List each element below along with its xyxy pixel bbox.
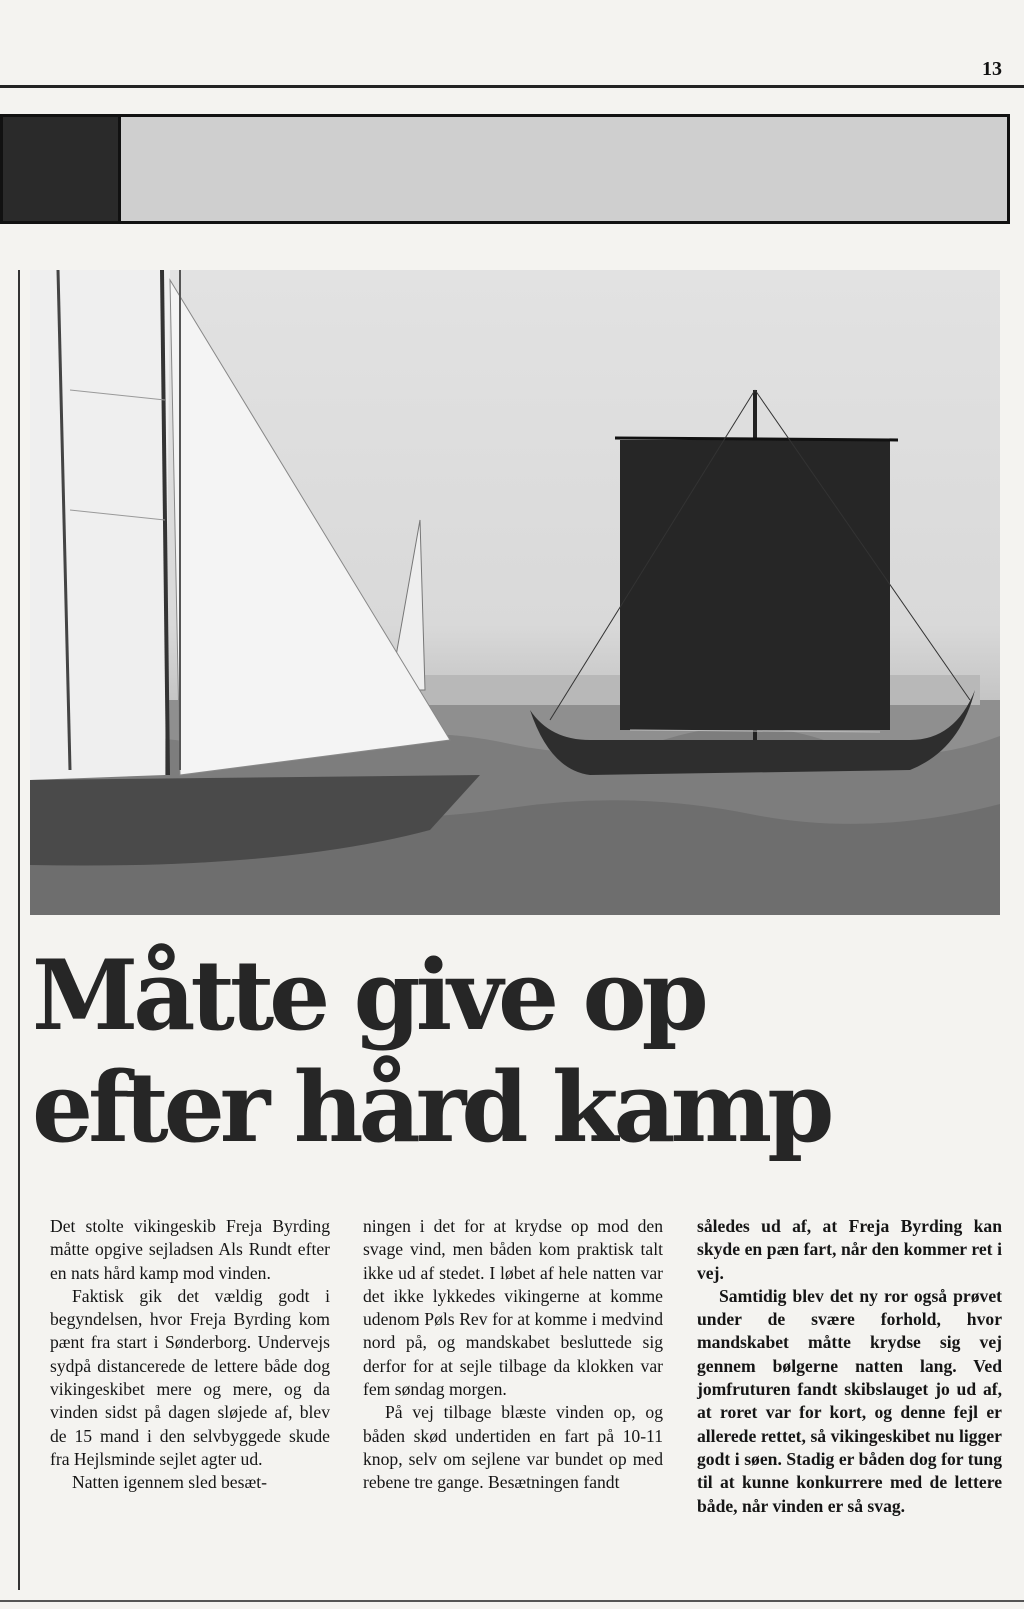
sailing-ships-photo-icon	[30, 270, 1000, 915]
headline-line-1: Måtte give op	[32, 939, 704, 1052]
paragraph: Samtidig blev det ny ror også prøvet under de svære forhold, hvor mandskabet måtte krydse sig vej gennem bølgerne natten lang. Ved jomfruturen fandt skibslauget jo ud af, at roret var for kort, og denne fejl er allerede rettet, så vikingeskibet nu ligger godt i søen. Stadig er båden dog for tung til at kunne konkurrere med de lettere både, når vinden er så svag.	[697, 1285, 1002, 1516]
headline-line-2: efter hård kamp	[32, 1051, 830, 1164]
body-column-2	[363, 1215, 663, 1495]
left-column-rule	[18, 270, 20, 1590]
paragraph: På vej tilbage blæste vinden op, og båden skød undertiden en fart på 10-11 knop, selv om sejlene var bundet op med rebene tre gange. Besætningen fandt	[363, 1402, 663, 1493]
paragraph: Natten igennem sled besæt-	[72, 1472, 267, 1493]
headline	[32, 940, 1012, 1164]
body-column-1	[50, 1215, 330, 1495]
banner-dark-block	[3, 117, 118, 221]
section-banner	[0, 114, 1010, 224]
banner-divider	[118, 117, 121, 221]
paragraph: således ud af, at Freja Byrding kan skyde en pæn fart, når den kommer ret i vej.	[697, 1216, 1002, 1283]
top-rule	[0, 85, 1024, 88]
page-number: 13	[982, 58, 1002, 80]
paragraph: Det stolte vikingeskib Freja Byrding måtte opgive sejladsen Als Rundt efter en nats hård kamp mod vinden.	[50, 1216, 330, 1283]
body-column-3	[697, 1215, 1002, 1518]
paragraph: ningen i det for at krydse op mod den svage vind, men båden kom praktisk talt ikke ud af stedet. I løbet af hele natten var det ikke lykkedes vikingerne at komme udenom Pøls Rev for at komme i medvind nord på, og mandskabet besluttede sig derfor for at sejle tilbage da klokken var fem søndag morgen.	[363, 1216, 663, 1400]
paragraph: Faktisk gik det vældig godt i begyndelsen, hvor Freja Byrding kom pænt fra start i Sønderborg. Undervejs sydpå distancerede de lettere både dog vikingeskibet mere og mere, og da vinden sidst på dagen sløjede af, blev de 15 mand i den selvbyggede skude fra Hejlsminde sejlet agter ud.	[50, 1285, 330, 1469]
article-photo	[30, 270, 1000, 915]
bottom-rule	[0, 1600, 1024, 1602]
